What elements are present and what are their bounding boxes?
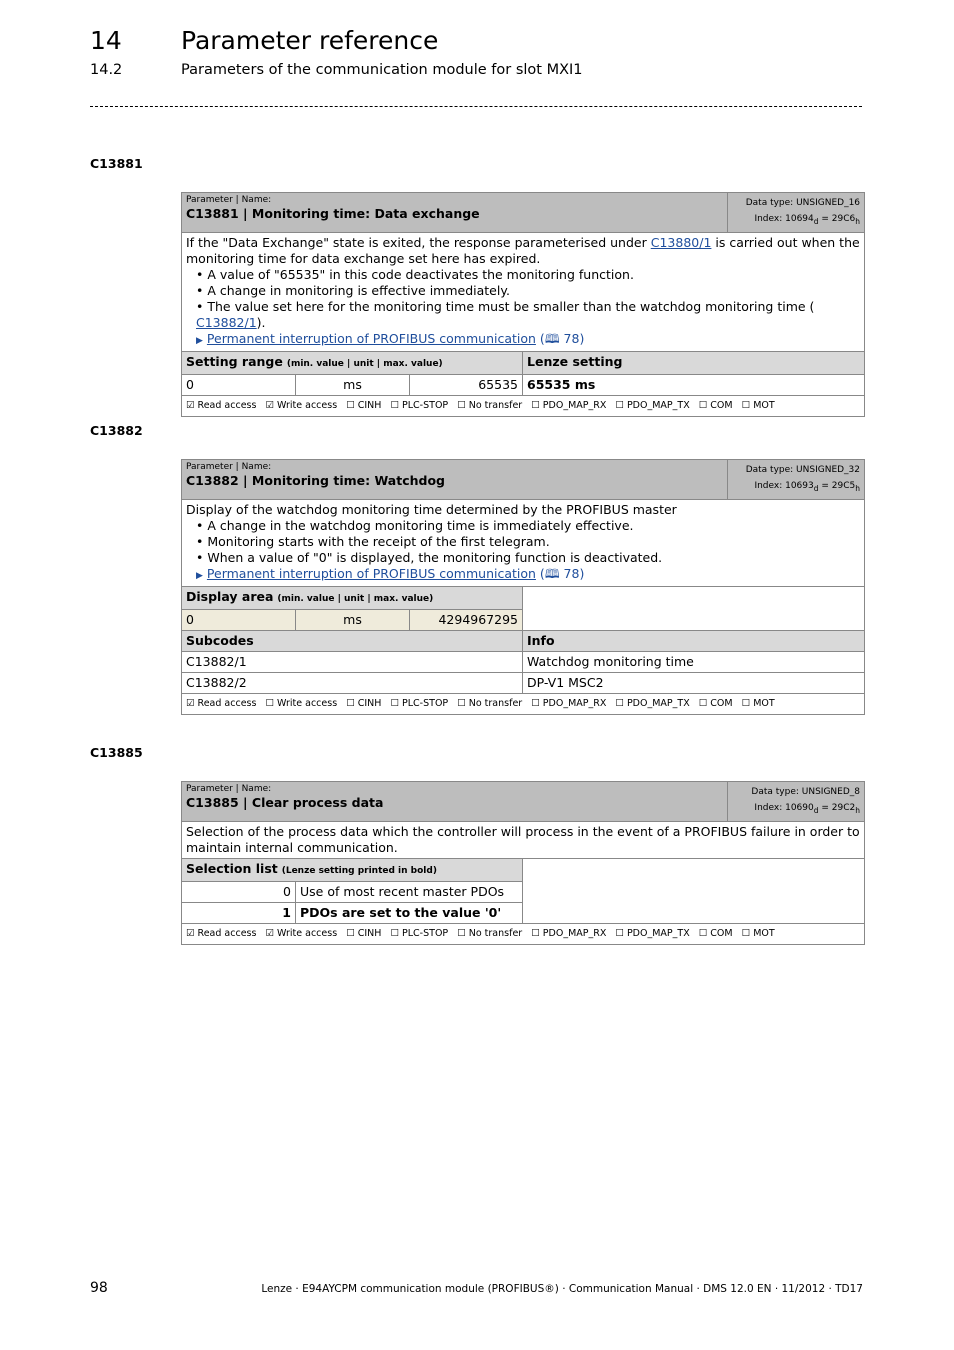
c13881-type-cell [728,193,865,233]
option-value: 1 [182,902,296,923]
chapter-title: Parameter reference [181,26,439,55]
min-value: 0 [182,609,296,630]
param-name: C13882 | Monitoring time: Watchdog [186,473,446,488]
page-ref-link[interactable]: 78 [563,330,580,346]
section-number: 14.2 [90,62,123,78]
c13881-table [181,192,865,417]
subcodes-header: Subcodes [182,630,523,651]
arrow-right-icon: ▶ [196,570,203,581]
param-label: Parameter | Name: [186,462,272,472]
footer-text: Lenze · E94AYCPM communication module (PROFIBUS®) · Communication Manual · DMS 12.0 EN · 11/2012 · TD17 [261,1283,863,1295]
bullet-item: • When a value of "0" is displayed, the monitoring function is deactivated. [196,549,663,565]
subcode: C13882/2 [182,672,523,693]
access-flags: ☑ Read access ☑ Write access ☐ CINH ☐ PLC-STOP ☐ No transfer ☐ PDO_MAP_RX ☐ PDO_MAP_TX ☐ COM ☐ MOT [182,395,865,416]
section-title: Parameters of the communication module for slot MXI1 [181,62,583,78]
data-type: Data type: UNSIGNED_8 [751,787,860,797]
param-name: C13881 | Monitoring time: Data exchange [186,206,480,221]
c13881-name-cell [182,193,728,233]
c13882-type-cell [728,460,865,500]
data-type: Data type: UNSIGNED_16 [745,198,861,208]
subcode-info: DP-V1 MSC2 [523,672,865,693]
header-divider [90,106,862,107]
subcode-info: Watchdog monitoring time [523,651,865,672]
option-text: PDOs are set to the value '0' [296,902,523,923]
data-type: Data type: UNSIGNED_32 [745,465,861,475]
access-flags: ☑ Read access ☑ Write access ☐ CINH ☐ PLC-STOP ☐ No transfer ☐ PDO_MAP_RX ☐ PDO_MAP_TX ☐ COM ☐ MOT [182,923,865,944]
info-header: Info [523,630,865,651]
selection-list-header: Selection list (Lenze setting printed in bold) [182,858,523,881]
param-label: Parameter | Name: [186,195,272,205]
bullet-item: • A change in the watchdog monitoring time is immediately effective. [196,517,634,533]
param-label: Parameter | Name: [186,784,272,794]
index: Index: $10690_d = 29C2_h$ [754,803,860,815]
bullet-item: • A value of "65535" in this code deactivates the monitoring function. [196,266,634,282]
table-row [182,651,865,672]
max-value: 4294967295 [410,609,523,630]
c13881-heading: C13881 [90,156,143,171]
book-icon: 🕮 [544,565,560,581]
unit: ms [296,609,410,630]
arrow-right-icon: ▶ [196,335,203,346]
c13882-heading: C13882 [90,423,143,438]
index: Index: $10694_d = 29C6_h$ [754,214,861,226]
option-text: Use of most recent master PDOs [296,881,523,902]
max-value: 65535 [410,374,523,395]
c13882-link[interactable]: C13882/1 [196,314,257,330]
bullet-item: • A change in monitoring is effective immediately. [196,282,510,298]
subcode: C13882/1 [182,651,523,672]
chapter-number: 14 [90,26,122,55]
c13885-type-cell [728,782,865,822]
profibus-interruption-link[interactable]: Permanent interruption of PROFIBUS communication [206,565,536,581]
c13880-link[interactable]: C13880/1 [650,234,712,250]
page-number: 98 [90,1280,108,1296]
c13882-name-cell [182,460,728,500]
unit: ms [296,374,410,395]
profibus-interruption-link[interactable]: Permanent interruption of PROFIBUS communication [206,330,536,346]
empty-cell [523,858,865,923]
lenze-setting-header: Lenze setting [523,351,865,374]
param-name: C13885 | Clear process data [186,795,384,810]
table-row [182,672,865,693]
bullet-item: • The value set here for the monitoring time must be smaller than the watchdog monitoring time ( C13882/1). [196,298,815,330]
c13882-table [181,459,865,715]
c13885-description: Selection of the process data which the controller will process in the event of a PROFIBUS failure in order to maintain internal communication. [182,821,865,858]
display-area-header: Display area (min. value | unit | max. value) [182,586,523,609]
empty-cell [523,586,865,630]
setting-range-header: Setting range (min. value | unit | max. value) [182,351,523,374]
c13882-description: Display of the watchdog monitoring time determined by the PROFIBUS master • A change in the watchdog monitoring time is immediately effective. • Monitoring starts with the receipt of the first telegram. • When a value of "0" is displayed, the monitoring function is deactivated. ▶ Permanent interruption of PROFIBUS communication (🕮 78) [182,499,865,586]
c13885-name-cell [182,782,728,822]
c13885-table [181,781,865,945]
index: Index: $10693_d = 29C5_h$ [754,481,861,493]
access-flags: ☑ Read access ☐ Write access ☐ CINH ☐ PLC-STOP ☐ No transfer ☐ PDO_MAP_RX ☐ PDO_MAP_TX ☐ COM ☐ MOT [182,693,865,714]
option-value: 0 [182,881,296,902]
lenze-setting-value: 65535 ms [523,374,865,395]
book-icon: 🕮 [544,330,560,346]
page-ref-link[interactable]: 78 [563,565,580,581]
min-value: 0 [182,374,296,395]
c13885-heading: C13885 [90,745,143,760]
c13881-description: If the "Data Exchange" state is exited, the response parameterised under C13880/1 is carried out when the monitoring time for data exchange set here has expired. • A value of "65535" in this code deactivates the monitoring function. • A change in monitoring is effective immediately. • The value set here for the monitoring time must be smaller than the watchdog monitoring time ( C13882/1). ▶ Permanent interruption of PROFIBUS communication (🕮 78) [182,232,865,351]
bullet-item: • Monitoring starts with the receipt of the first telegram. [196,533,550,549]
